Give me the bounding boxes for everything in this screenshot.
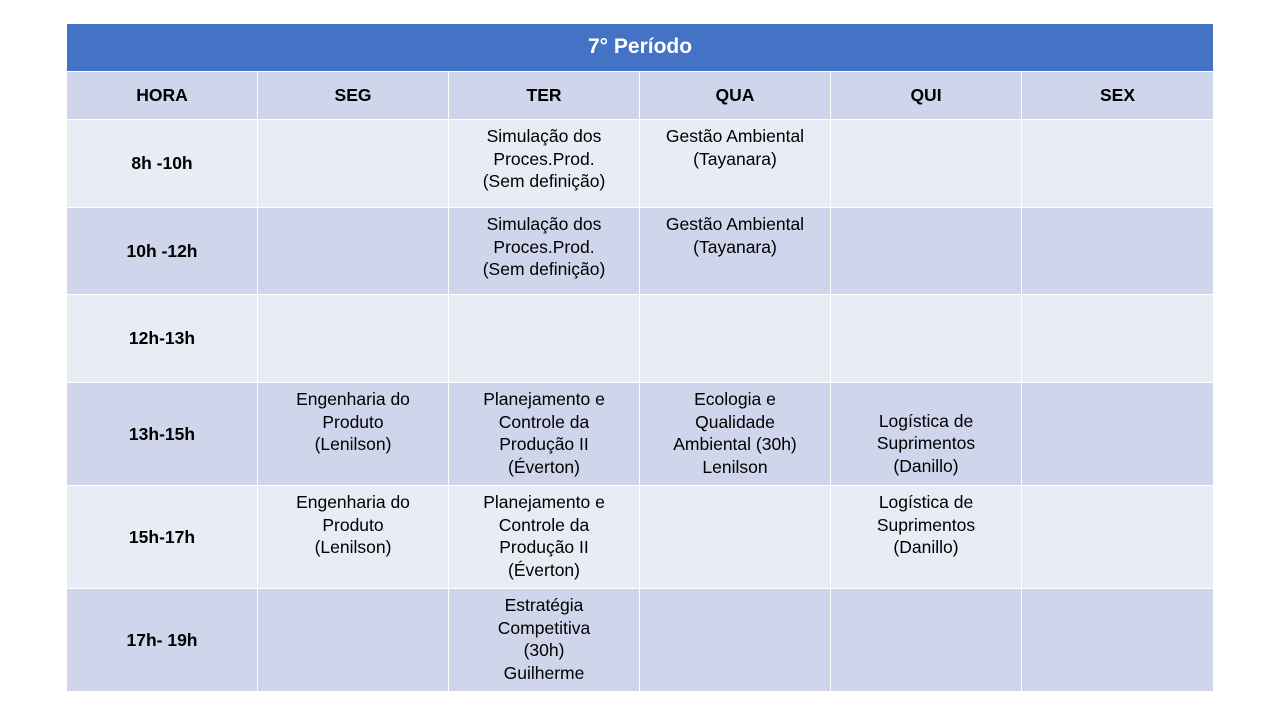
column-header-sex: SEX — [1022, 72, 1214, 120]
ter-cell-text: Estratégia Competitiva (30h) Guilherme — [497, 595, 591, 683]
sex-cell — [1022, 208, 1214, 295]
ter-cell — [449, 383, 640, 486]
qua-cell-text: Ecologia e Qualidade Ambiental (30h) Lenilson — [673, 389, 797, 477]
seg-cell — [258, 383, 449, 486]
seg-cell — [258, 589, 449, 692]
qua-cell-text: Gestão Ambiental (Tayanara) — [665, 214, 805, 257]
ter-cell-text: Planejamento e Controle da Produção II (Éverton) — [483, 492, 605, 580]
table-row — [67, 589, 1214, 692]
seg-cell-text: Engenharia do Produto (Lenilson) — [296, 389, 410, 454]
hour-cell: 15h-17h — [67, 486, 258, 589]
qui-cell — [831, 383, 1022, 486]
page-title: 7° Período — [67, 24, 1214, 72]
sex-cell — [1022, 383, 1214, 486]
ter-cell — [449, 120, 640, 208]
column-header-hora: HORA — [67, 72, 258, 120]
sex-cell — [1022, 295, 1214, 383]
table-row — [67, 486, 1214, 589]
hour-cell: 12h-13h — [67, 295, 258, 383]
seg-cell — [258, 208, 449, 295]
column-header-ter: TER — [449, 72, 640, 120]
seg-cell — [258, 120, 449, 208]
column-header-qua: QUA — [640, 72, 831, 120]
qui-cell — [831, 295, 1022, 383]
ter-cell — [449, 208, 640, 295]
title-row — [67, 24, 1214, 72]
hour-cell: 17h- 19h — [67, 589, 258, 692]
seg-cell-text: Engenharia do Produto (Lenilson) — [296, 492, 410, 557]
hour-cell: 10h -12h — [67, 208, 258, 295]
ter-cell — [449, 486, 640, 589]
ter-cell — [449, 295, 640, 383]
qui-cell — [831, 208, 1022, 295]
qua-cell — [640, 486, 831, 589]
ter-cell-text: Planejamento e Controle da Produção II (Éverton) — [483, 389, 605, 477]
seg-cell — [258, 295, 449, 383]
ter-cell — [449, 589, 640, 692]
qui-cell — [831, 589, 1022, 692]
table-row — [67, 120, 1214, 208]
table-row — [67, 295, 1214, 383]
qui-cell-text: Logística de Suprimentos (Danillo) — [876, 492, 976, 557]
qua-cell — [640, 120, 831, 208]
qua-cell — [640, 208, 831, 295]
qua-cell — [640, 295, 831, 383]
schedule-table — [66, 23, 1214, 692]
seg-cell — [258, 486, 449, 589]
ter-cell-text: Simulação dos Proces.Prod. (Sem definição) — [482, 126, 606, 191]
qui-cell — [831, 486, 1022, 589]
qui-cell-text: Logística de Suprimentos (Danillo) — [876, 410, 976, 476]
table-row — [67, 383, 1214, 486]
ter-cell-text: Simulação dos Proces.Prod. (Sem definição) — [482, 214, 606, 279]
qua-cell — [640, 383, 831, 486]
hour-cell: 8h -10h — [67, 120, 258, 208]
qui-cell — [831, 120, 1022, 208]
qua-cell — [640, 589, 831, 692]
table-row — [67, 208, 1214, 295]
sex-cell — [1022, 120, 1214, 208]
sex-cell — [1022, 486, 1214, 589]
qua-cell-text: Gestão Ambiental (Tayanara) — [665, 126, 805, 169]
column-header-seg: SEG — [258, 72, 449, 120]
header-row — [67, 72, 1214, 120]
column-header-qui: QUI — [831, 72, 1022, 120]
hour-cell: 13h-15h — [67, 383, 258, 486]
sex-cell — [1022, 589, 1214, 692]
